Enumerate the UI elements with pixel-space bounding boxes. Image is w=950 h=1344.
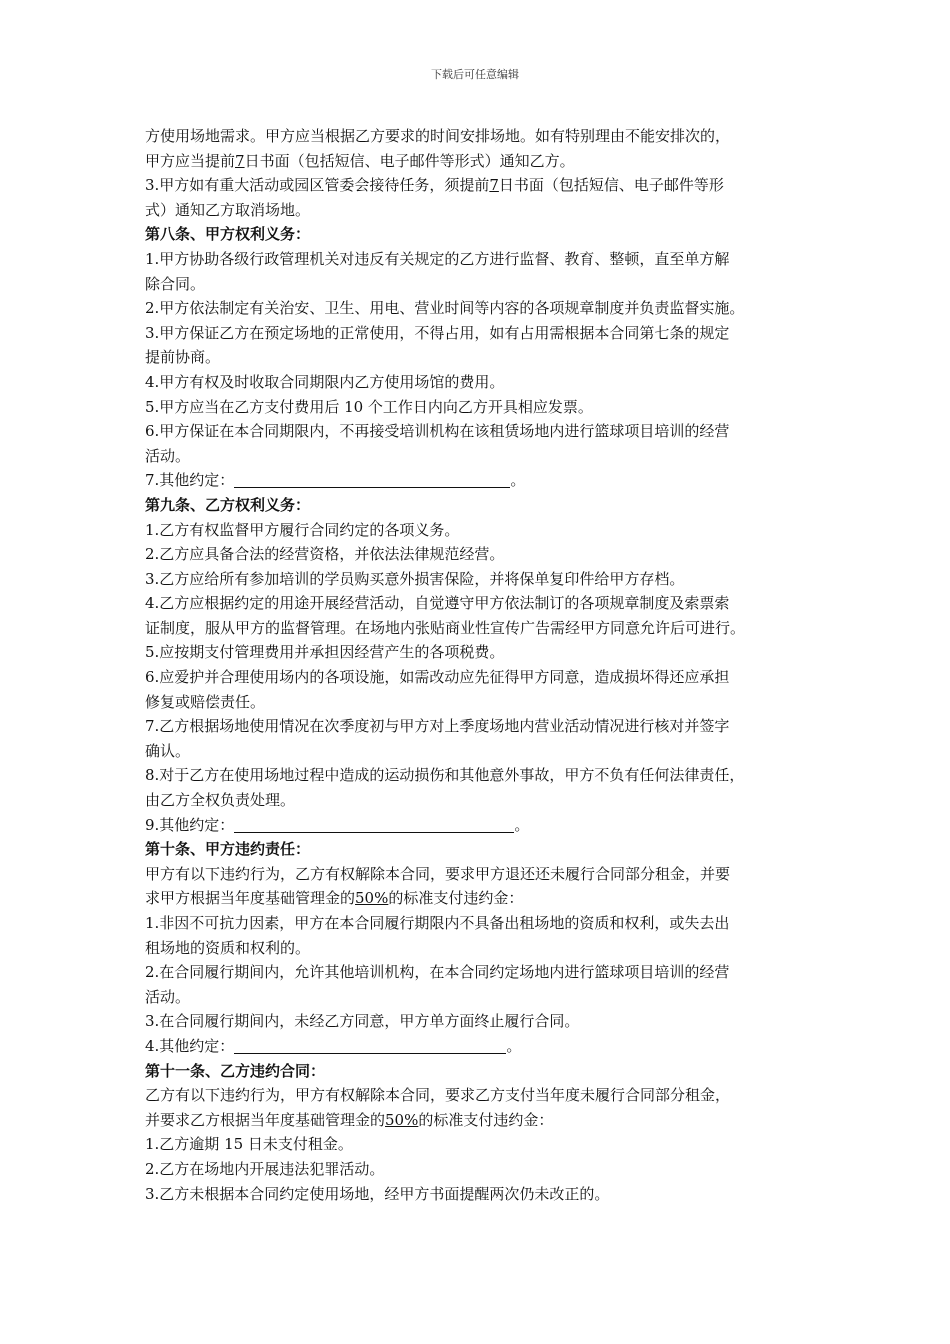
page-header: 下载后可任意编辑 — [431, 68, 519, 81]
text-line — [145, 763, 825, 788]
document-body — [145, 124, 825, 1206]
line-text: 乙方有以下违约行为，甲方有权解除本合同，要求乙方支付当年度未履行合同部分租金， — [145, 1086, 731, 1105]
line-text: 方使用场地需求。甲方应当根据乙方要求的时间安排场地。如有特别理由不能安排次的， — [145, 127, 731, 145]
text-line — [145, 1034, 825, 1059]
underlined-value: 50% — [355, 889, 389, 908]
text-line — [145, 591, 825, 616]
text-line — [145, 813, 825, 838]
text-line — [145, 1083, 825, 1108]
text-line — [145, 149, 825, 174]
text-line — [145, 296, 825, 321]
line-text: 4.其他约定： — [145, 1036, 235, 1055]
text-line — [145, 1182, 825, 1207]
fill-in-blank[interactable] — [234, 471, 510, 488]
text-line — [145, 370, 825, 395]
text-line — [145, 321, 825, 346]
text-line — [145, 862, 825, 887]
line-text: 9.其他约定： — [145, 815, 235, 834]
line-text: 甲方应当提前 — [145, 151, 236, 170]
section-heading — [145, 222, 825, 247]
fill-in-blank[interactable] — [234, 816, 514, 833]
line-text-tail: 。 — [506, 1036, 522, 1055]
line-text: 2.甲方依法制定有关治安、卫生、用电、营业时间等内容的各项规章制度并负责监督实施。 — [145, 299, 745, 318]
line-text-tail: 日书面（包括短信、电子邮件等形式）通知乙方。 — [244, 151, 575, 170]
line-text: 甲方有以下违约行为，乙方有权解除本合同，要求甲方退还还未履行合同部分租金，并要 — [145, 864, 731, 883]
line-text: 1.乙方有权监督甲方履行合同约定的各项义务。 — [145, 520, 460, 539]
text-line — [145, 886, 825, 911]
text-line — [145, 1009, 825, 1034]
text-line — [145, 518, 825, 543]
line-text: 2.乙方应具备合法的经营资格，并依法法律规范经营。 — [145, 545, 505, 564]
underlined-value: 7 — [235, 151, 245, 170]
line-text: 1.甲方协助各级行政管理机关对违反有关规定的乙方进行监督、教育、整顿，直至单方解 — [145, 249, 730, 268]
line-text: 3.甲方保证乙方在预定场地的正常使用，不得占用，如有占用需根据本合同第七条的规定 — [145, 323, 730, 342]
text-line — [145, 272, 825, 297]
line-text: 第十一条、乙方违约合同： — [145, 1061, 326, 1080]
line-text: 3.在合同履行期间内，未经乙方同意，甲方单方面终止履行合同。 — [145, 1012, 580, 1031]
text-line — [145, 936, 825, 961]
line-text: 第九条、乙方权利义务： — [145, 495, 311, 514]
text-line — [145, 960, 825, 985]
line-text: 第八条、甲方权利义务： — [145, 225, 311, 244]
line-text: 式）通知乙方取消场地。 — [145, 200, 311, 219]
line-text-tail: 。 — [510, 471, 526, 490]
line-text: 求甲方根据当年度基础管理金的 — [145, 889, 356, 908]
text-line — [145, 788, 825, 813]
text-line — [145, 1157, 825, 1182]
underlined-value: 50% — [385, 1110, 419, 1129]
line-text: 2.乙方在场地内开展违法犯罪活动。 — [145, 1159, 385, 1178]
text-line — [145, 616, 825, 641]
line-text-tail: 的标准支付违约金： — [418, 1110, 554, 1129]
line-text: 确认。 — [145, 741, 191, 760]
text-line — [145, 124, 825, 149]
line-text: 1.非因不可抗力因素，甲方在本合同履行期限内不具备出租场地的资质和权利，或失去出 — [145, 914, 730, 932]
line-text: 3.乙方应给所有参加培训的学员购买意外损害保险，并将保单复印件给甲方存档。 — [145, 569, 685, 588]
line-text: 由乙方全权负责处理。 — [145, 791, 296, 810]
line-text: 1.乙方逾期 15 日未支付租金。 — [145, 1135, 353, 1154]
line-text: 证制度，服从甲方的监督管理。在场地内张贴商业性宣传广告需经甲方同意允许后可进行。 — [145, 618, 746, 637]
text-line — [145, 198, 825, 223]
line-text: 并要求乙方根据当年度基础管理金的 — [145, 1110, 386, 1129]
line-text: 3.乙方未根据本合同约定使用场地，经甲方书面提醒两次仍未改正的。 — [145, 1184, 610, 1203]
text-line — [145, 173, 825, 198]
text-line — [145, 739, 825, 764]
line-text: 除合同。 — [145, 274, 206, 293]
line-text: 第十条、甲方违约责任： — [145, 840, 311, 859]
text-line — [145, 247, 825, 272]
text-line — [145, 1132, 825, 1157]
line-text: 8.对于乙方在使用场地过程中造成的运动损伤和其他意外事故，甲方不负有任何法律责任， — [145, 766, 745, 785]
text-line — [145, 542, 825, 567]
line-text: 7.乙方根据场地使用情况在次季度初与甲方对上季度场地内营业活动情况进行核对并签字 — [145, 717, 730, 736]
line-text: 5.甲方应当在乙方支付费用后 10 个工作日内向乙方开具相应发票。 — [145, 397, 593, 416]
text-line — [145, 714, 825, 739]
line-text-tail: 日书面（包括短信、电子邮件等形 — [498, 176, 724, 195]
text-line — [145, 468, 825, 493]
line-text: 5.应按期支付管理费用并承担因经营产生的各项税费。 — [145, 643, 505, 662]
text-line — [145, 345, 825, 370]
line-text: 活动。 — [145, 446, 191, 465]
line-text: 7.其他约定： — [145, 471, 235, 490]
underlined-value: 7 — [489, 176, 499, 195]
text-line — [145, 640, 825, 665]
text-line — [145, 444, 825, 469]
text-line — [145, 1108, 825, 1133]
line-text: 4.乙方应根据约定的用途开展经营活动，自觉遵守甲方依法制订的各项规章制度及索票索 — [145, 594, 730, 613]
line-text-tail: 。 — [514, 815, 530, 834]
text-line — [145, 985, 825, 1010]
text-line — [145, 665, 825, 690]
line-text: 6.甲方保证在本合同期限内，不再接受培训机构在该租赁场地内进行篮球项目培训的经营 — [145, 422, 730, 441]
line-text: 提前协商。 — [145, 348, 221, 367]
line-text: 活动。 — [145, 987, 191, 1006]
text-line — [145, 690, 825, 715]
section-heading — [145, 837, 825, 862]
line-text: 4.甲方有权及时收取合同期限内乙方使用场馆的费用。 — [145, 372, 505, 391]
line-text: 3.甲方如有重大活动或园区管委会接待任务，须提前 — [145, 176, 490, 195]
line-text: 6.应爱护并合理使用场内的各项设施，如需改动应先征得甲方同意，造成损坏得还应承担 — [145, 668, 730, 687]
text-line — [145, 911, 825, 936]
line-text: 租场地的资质和权利的。 — [145, 938, 311, 957]
fill-in-blank[interactable] — [234, 1037, 506, 1054]
section-heading — [145, 493, 825, 518]
section-heading — [145, 1059, 825, 1084]
text-line — [145, 419, 825, 444]
text-line — [145, 567, 825, 592]
line-text-tail: 的标准支付违约金： — [388, 889, 524, 908]
line-text: 2.在合同履行期间内，允许其他培训机构，在本合同约定场地内进行篮球项目培训的经营 — [145, 963, 730, 982]
line-text: 修复或赔偿责任。 — [145, 692, 266, 711]
text-line — [145, 395, 825, 420]
